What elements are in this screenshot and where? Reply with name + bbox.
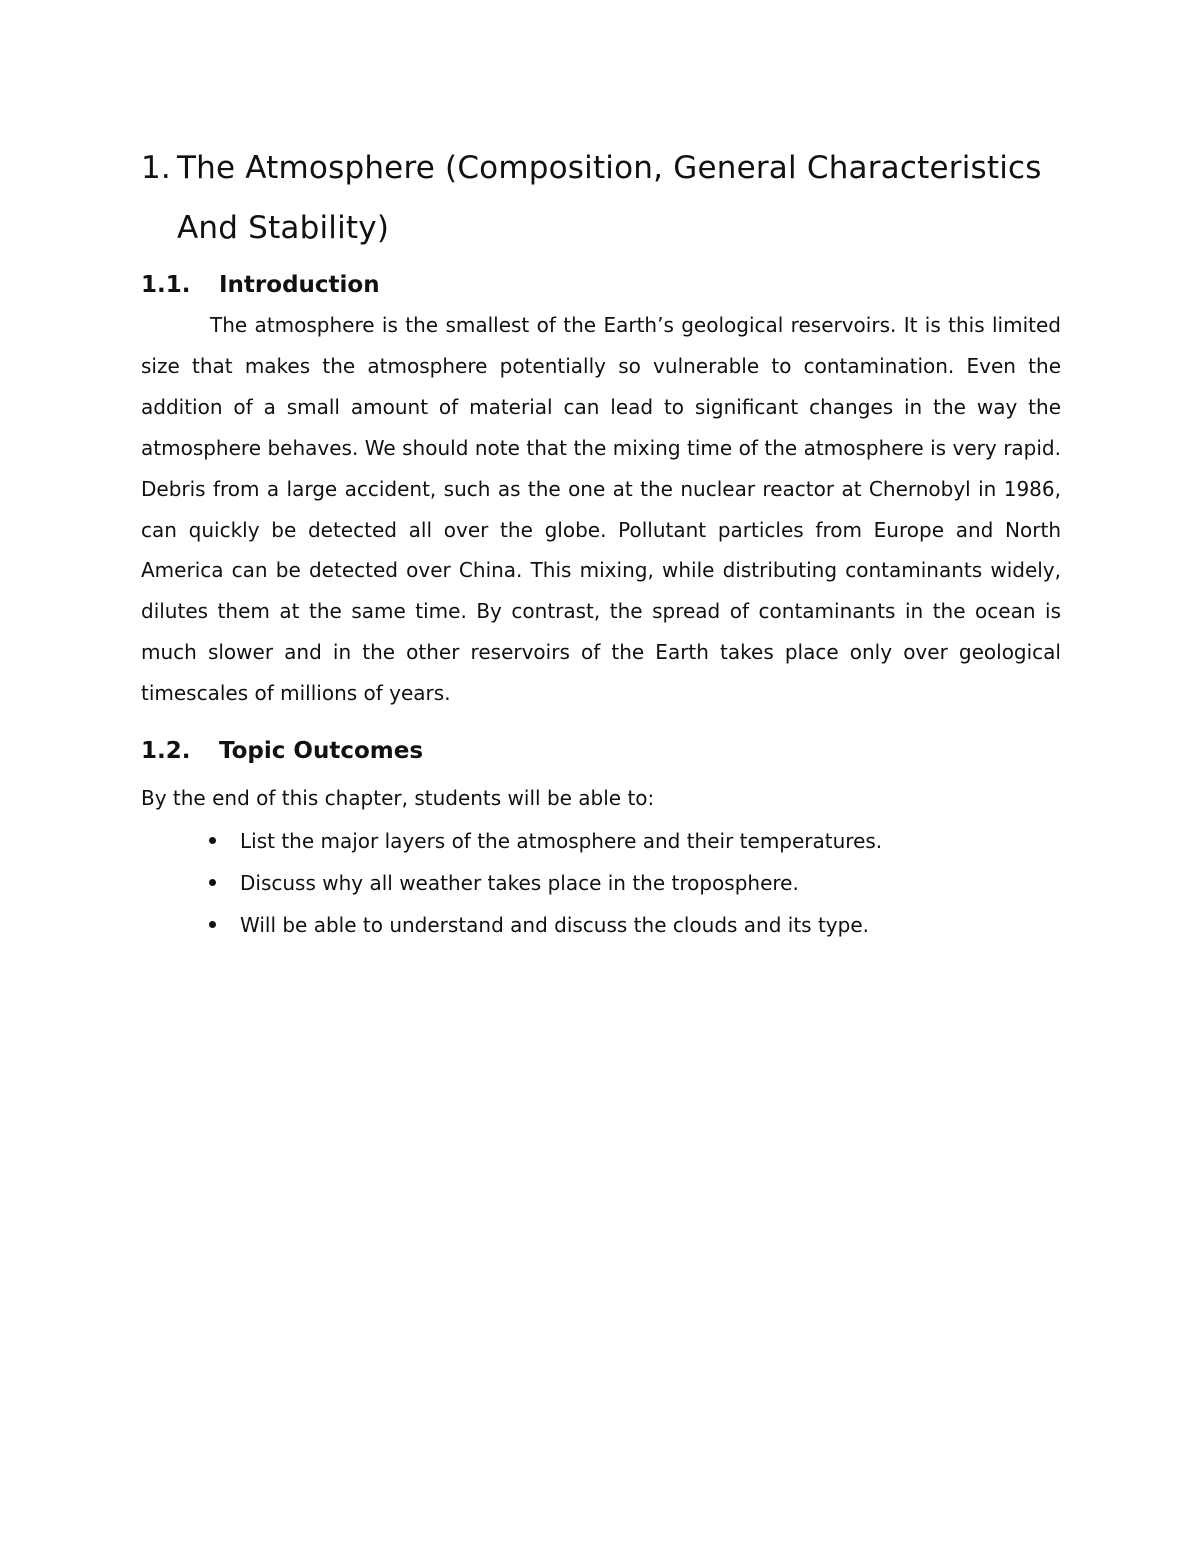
list-item-text: List the major layers of the atmosphere and their temperatures.: [240, 829, 883, 854]
section-number: 1.1.: [141, 272, 191, 298]
bullet-icon: [141, 862, 240, 904]
page-content: [141, 138, 1061, 946]
list-item: [141, 820, 1061, 862]
list-item: [141, 862, 1061, 904]
chapter-number: 1.: [141, 150, 171, 186]
list-item-text: Discuss why all weather takes place in the troposphere.: [240, 871, 799, 896]
bullet-icon: [141, 904, 240, 946]
outcomes-lead-text: By the end of this chapter, students will be able to:: [141, 786, 655, 811]
section-heading-topic-outcomes: [141, 736, 1061, 766]
outcomes-list: [141, 820, 1061, 946]
list-item-text: Will be able to understand and discuss the clouds and its type.: [240, 913, 869, 938]
section-heading-introduction: [141, 270, 1061, 300]
list-item: [141, 904, 1061, 946]
bullet-icon: [141, 820, 240, 862]
section-title: Introduction: [219, 272, 380, 298]
chapter-title-text: The Atmosphere (Composition, General Characteristics And Stability): [177, 150, 1042, 246]
chapter-title: [141, 138, 1061, 258]
section-title: Topic Outcomes: [219, 738, 424, 765]
section-number: 1.2.: [141, 738, 191, 765]
introduction-paragraph: The atmosphere is the smallest of the Earth’s geological reservoirs. It is this limited size that makes the atmosphere potentially so vulnerable to contamination. Even the addition of a small amount of material can lead to significant changes in the way the atmosphere behaves. We should note that the mixing time of the atmosphere is very rapid. Debris from a large accident, such as the one at the nuclear reactor at Chernobyl in 1986, can quickly be detected all over the globe. Pollutant particles from Europe and North America can be detected over China. This mixing, while distributing contaminants widely, dilutes them at the same time. By contrast, the spread of contaminants in the ocean is much slower and in the other reservoirs of the Earth takes place only over geological timescales of millions of years.: [141, 313, 1061, 706]
